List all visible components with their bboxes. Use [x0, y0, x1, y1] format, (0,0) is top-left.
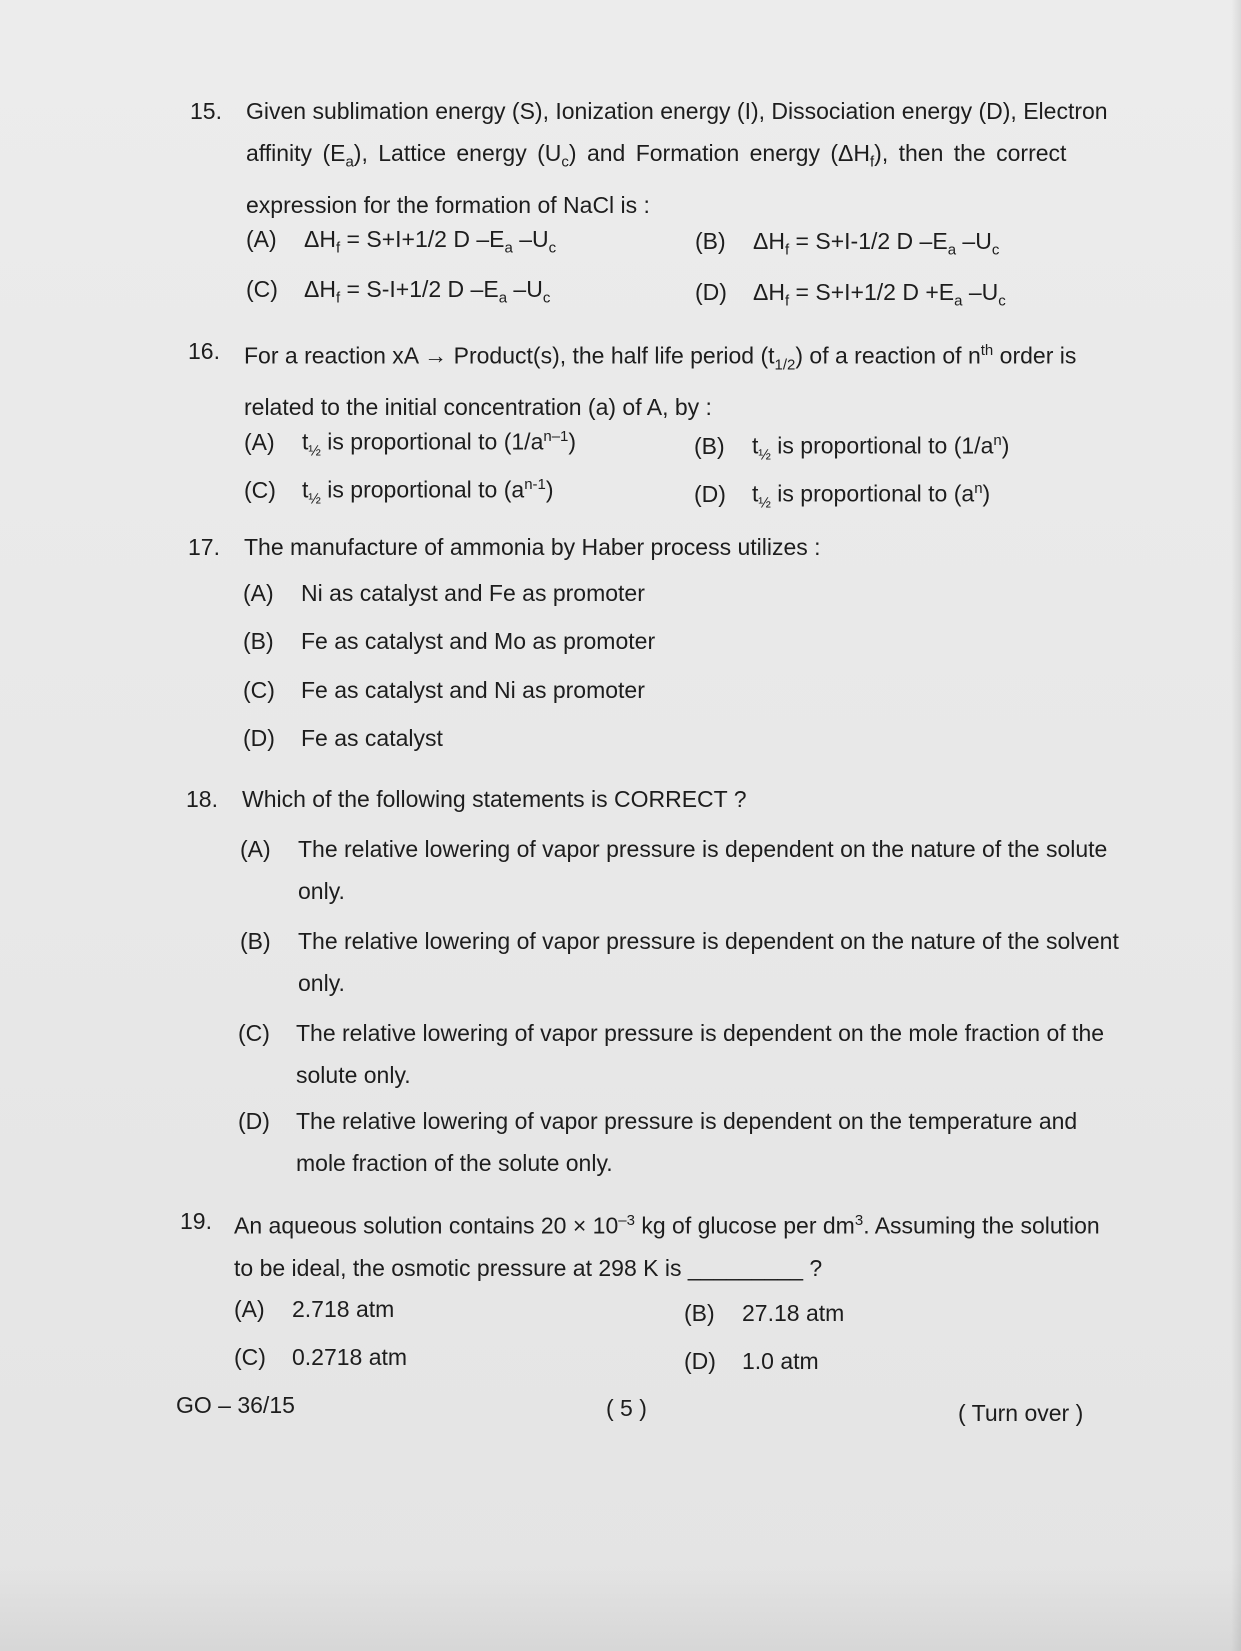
question-17 [188, 526, 1088, 568]
option-15b: (B) $\Delta H_f = S+I-1/2$ D $-E_a$ $-U_c$ [695, 228, 1000, 259]
question-16 [188, 330, 1148, 420]
question-number: 18. [186, 786, 218, 812]
option-17b: (B) Fe as catalyst and Mo as promoter [243, 628, 656, 654]
option-15d: (D) $\Delta H_f = S+I+1/2$ $D +E_a$ $-U_c$ [695, 279, 1006, 310]
question-line: affinity $(E_a)$, Lattice energy $(U_c)$ and Formation energy $(\Delta H_f)$, then the correct [246, 140, 1067, 171]
question-number: 16. [188, 338, 220, 364]
question-text [234, 1200, 1114, 1289]
option-17c: (C) Fe as catalyst and Ni as promoter [243, 677, 645, 703]
paper-code: GO – 36/15 [176, 1392, 295, 1418]
question-number: 17. [188, 534, 220, 560]
question-line: Given sublimation energy (S), Ionization energy (I), Dissociation energy (D), Electron [246, 98, 1108, 124]
option-18c: (C) The relative lowering of vapor pressure is dependent on the mole fraction of the solute only. [238, 1020, 1105, 1088]
question-text: Which of the following statements is CORRECT ? [242, 786, 747, 812]
option-16c: (C) $t_{\frac{1}{2}}$ is proportional to $(a^{n-1})$ [244, 476, 554, 508]
option-19a: (A) 2.718 atm [234, 1296, 395, 1322]
question-line: related to the initial concentration (a) of A, by : [244, 394, 712, 421]
question-18 [186, 778, 1086, 820]
question-number: 19. [180, 1208, 212, 1234]
option-19c: (C) 0.2718 atm [234, 1344, 408, 1370]
option-18b: (B) The relative lowering of vapor pressure is dependent on the nature of the solvent only. [240, 928, 1119, 996]
question-text: The manufacture of ammonia by Haber process utilizes : [244, 534, 821, 560]
question-text [244, 330, 1094, 428]
question-text [246, 90, 1108, 226]
turn-over-note: ( Turn over ) [958, 1400, 1084, 1426]
option-15c: (C) $\Delta H_f = S-I+1/2$ D $-E_a$ $-U_c$ [246, 276, 551, 307]
option-19b: (B) 27.18 atm [684, 1300, 845, 1326]
question-line: For a reaction xA → Product(s), the half life period $(t_{1/2})$ of a reaction of $n^{th}$ order is [244, 342, 1077, 374]
question-number: 15. [190, 98, 222, 124]
page-number: ( 5 ) [606, 1395, 647, 1421]
question-line: expression for the formation of NaCl is : [246, 191, 650, 218]
option-19d: (D) 1.0 atm [684, 1348, 819, 1374]
question-15 [190, 90, 1150, 220]
question-line: An aqueous solution contains $20 \times 10^{-3}$ kg of glucose per $dm^3$. Assuming the solution [234, 1212, 1100, 1239]
option-18a: (A) The relative lowering of vapor pressure is dependent on the nature of the solute only. [240, 836, 1108, 904]
question-line: to be ideal, the osmotic pressure at 298 K is _________ ? [234, 1254, 823, 1281]
option-15a: (A) $\Delta H_f = S+I+1/2$ D $-E_a$ $-U_c$ [246, 226, 557, 257]
option-17a: (A) Ni as catalyst and Fe as promoter [243, 580, 645, 606]
option-18d: (D) The relative lowering of vapor pressure is dependent on the temperature and mole fraction of the solute only. [238, 1108, 1078, 1176]
option-16a: (A) $t_{\frac{1}{2}}$ is proportional to $(1/a^{n-1})$ [244, 428, 577, 460]
option-16b: (B) $t_{\frac{1}{2}}$ is proportional to $(1/a^n)$ [694, 432, 1010, 464]
question-19 [180, 1200, 1140, 1290]
page-edge-shadow [1231, 0, 1241, 1651]
page-bottom-shadow [0, 1561, 1241, 1651]
option-17d: (D) Fe as catalyst [243, 725, 443, 751]
option-16d: (D) $t_{\frac{1}{2}}$ is proportional to $(a^n)$ [694, 480, 991, 512]
